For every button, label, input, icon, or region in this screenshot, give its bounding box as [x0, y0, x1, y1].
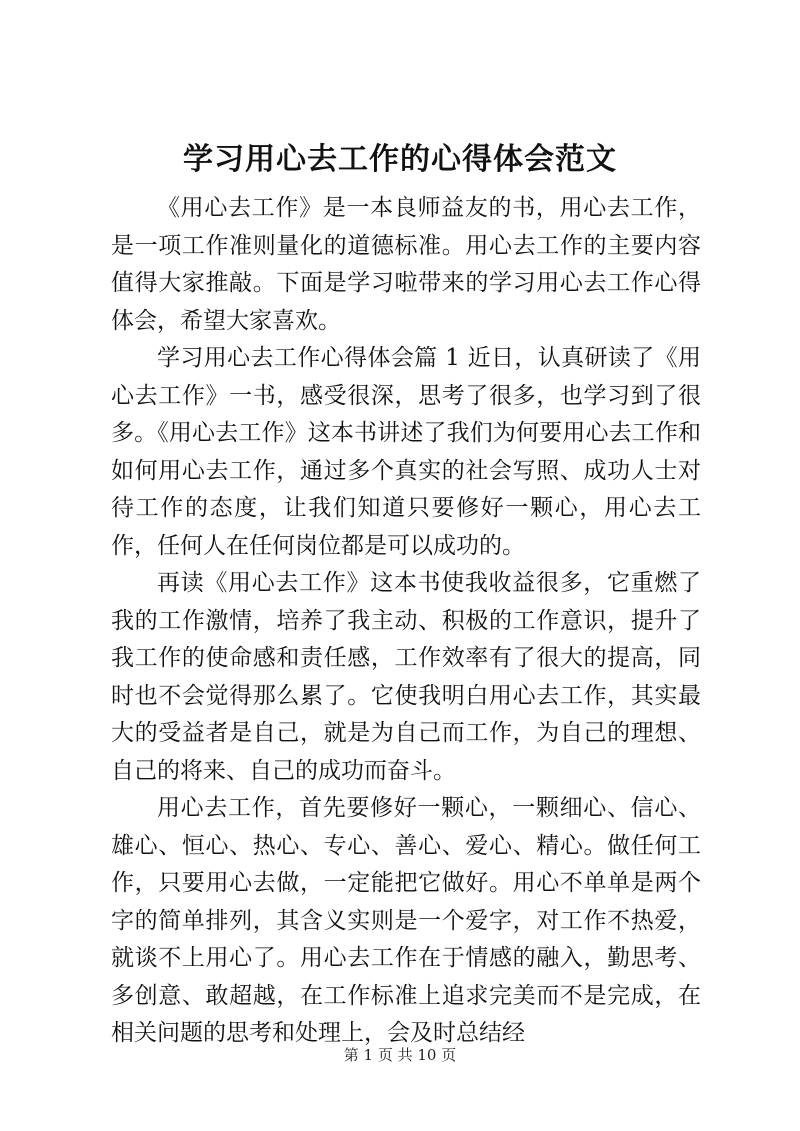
paragraph-3: 用心去工作，首先要修好一颗心，一颗细心、信心、雄心、恒心、热心、专心、善心、爱心、精心。做任何工作，只要用心去做，一定能把它做好。用心不单单是两个字的简单排列，其含义实则是一个爱字，对工作不热爱，就谈不上用心了。用心去工作在于情感的融入，勤思考、多创意、敢超越，在工作标准上追求完美而不是完成，在相关问题的思考和处理上，会及时总结经 — [111, 795, 701, 1046]
document-title: 学习用心去工作的心得体会范文 — [183, 142, 617, 177]
page-number-footer: 第 1 页 共 10 页 — [343, 1046, 457, 1064]
paragraph-intro: 《用心去工作》是一本良师益友的书，用心去工作，是一项工作准则量化的道德标准。用心去工作的主要内容值得大家推敲。下面是学习啦带来的学习用心去工作心得体会，希望大家喜欢。 — [111, 195, 701, 334]
paragraph-1: 学习用心去工作心得体会篇 1 近日，认真研读了《用心去工作》一书，感受很深，思考了很多，也学习到了很多。《用心去工作》这本书讲述了我们为何要用心去工作和如何用心去工作，通过多个真实的社会写照、成功人士对待工作的态度，让我们知道只要修好一颗心，用心去工作，任何人在任何岗位都是可以成功的。 — [111, 345, 701, 559]
paragraph-2: 再读《用心去工作》这本书使我收益很多，它重燃了我的工作激情，培养了我主动、积极的工作意识，提升了我工作的使命感和责任感，工作效率有了很大的提高，同时也不会觉得那么累了。它使我明白用心去工作，其实最大的受益者是自己，就是为自己而工作，为自己的理想、自己的将来、自己的成功而奋斗。 — [111, 570, 701, 784]
document-body — [111, 190, 701, 1053]
